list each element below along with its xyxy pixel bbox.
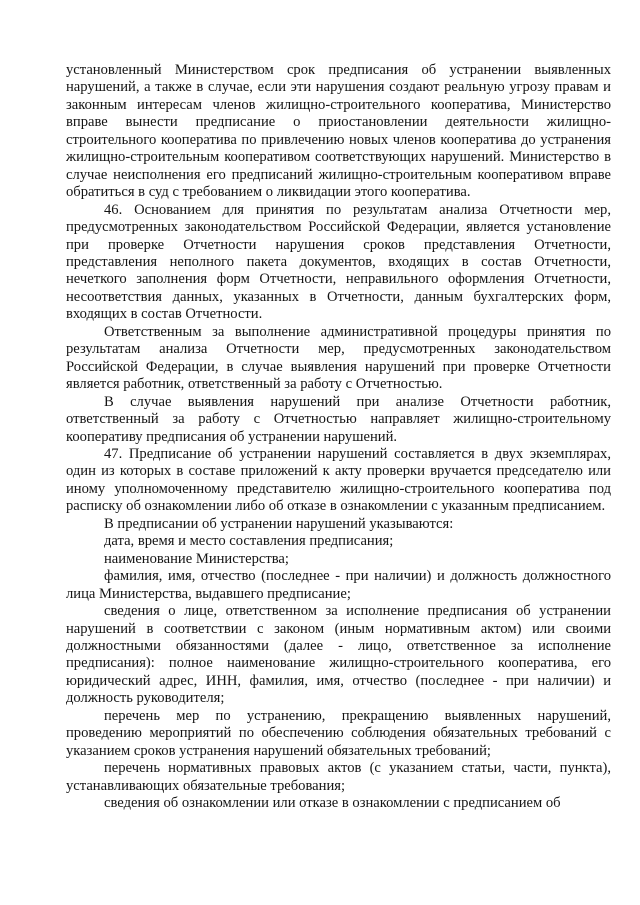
list-item-svedeniya-o-litse: сведения о лице, ответственном за исполнение предписания об устранении нарушений в соответствии с законом (иным нормативным актом) или своими должностными обязанностями (далее - лицо, ответственное за исполнение предписания): полное наименование жилищно-строительного кооператива, его юридический адрес, ИНН, фамилия, имя, отчество (последнее - при наличии) и должность руководителя; [66, 603, 611, 707]
document-page [66, 62, 611, 812]
paragraph-v-predpisanii-ukazyvayutsya: В предписании об устранении нарушений указываются: [104, 515, 454, 532]
paragraph-46-osnovaniem: 46. Основанием для принятия по результатам анализа Отчетности мер, предусмотренных законодательством Российской Федерации, является установление при проверке Отчетности нарушения сроков представления Отчетности, представления неполного пакета документов, входящих в состав Отчетности, нечеткого заполнения форм Отчетности, неправильного оформления Отчетности, несоответствия данных, указанных в Отчетности, данным бухгалтерских форм, входящих в состав Отчетности. [66, 201, 611, 323]
list-item-svedeniya-ob-oznakomlenii: сведения об ознакомлении или отказе в ознакомлении с предписанием об [104, 795, 561, 812]
paragraph-47-predpisanie: 47. Предписание об устранении нарушений составляется в двух экземплярах, один из которых в составе приложений к акту проверки вручается председателю или иному уполномоченному представителю жилищно-строительного кооператива под расписку об ознакомлении либо об отказе в ознакомлении с указанным предписанием. [66, 445, 611, 515]
list-item-perechen-mer: перечень мер по устранению, прекращению выявленных нарушений, проведению мероприятий по обеспечению соблюдения обязательных требований с указанием сроков устранения нарушений обязательных требований; [66, 707, 611, 759]
list-item-naimenovanie: наименование Министерства; [104, 550, 289, 567]
list-item-data-vremya: дата, время и место составления предписания; [104, 533, 394, 550]
paragraph-otvetstvennym: Ответственным за выполнение административной процедуры принятия по результатам анализа Отчетности мер, предусмотренных законодательством Российской Федерации, в случае выявления нарушений при проверке Отчетности является работник, ответственный за работу с Отчетностью. [66, 323, 611, 393]
paragraph-v-sluchae-vyyavleniya: В случае выявления нарушений при анализе Отчетности работник, ответственный за работу с Отчетностью направляет жилищно-строительному кооперативу предписания об устранении нарушений. [66, 393, 611, 445]
list-item-perechen-aktov: перечень нормативных правовых актов (с указанием статьи, части, пункта), устанавливающих обязательные требования; [66, 760, 611, 794]
list-item-familiya: фамилия, имя, отчество (последнее - при наличии) и должность должностного лица Министерства, выдавшего предписание; [66, 568, 611, 602]
paragraph-kooperativ-likvidatsiya: установленный Министерством срок предписания об устранении выявленных нарушений, а также в случае, если эти нарушения создают реальную угрозу правам и законным интересам членов жилищно-строительного кооператива, Министерство вправе вынести предписание о приостановлении деятельности жилищно-строительного кооператива по привлечению новых членов кооператива до устранения жилищно-строительным кооперативом соответствующих нарушений. Министерство в случае неисполнения его предписаний жилищно-строительным кооперативом вправе обратиться в суд с требованием о ликвидации этого кооператива. [66, 62, 611, 201]
